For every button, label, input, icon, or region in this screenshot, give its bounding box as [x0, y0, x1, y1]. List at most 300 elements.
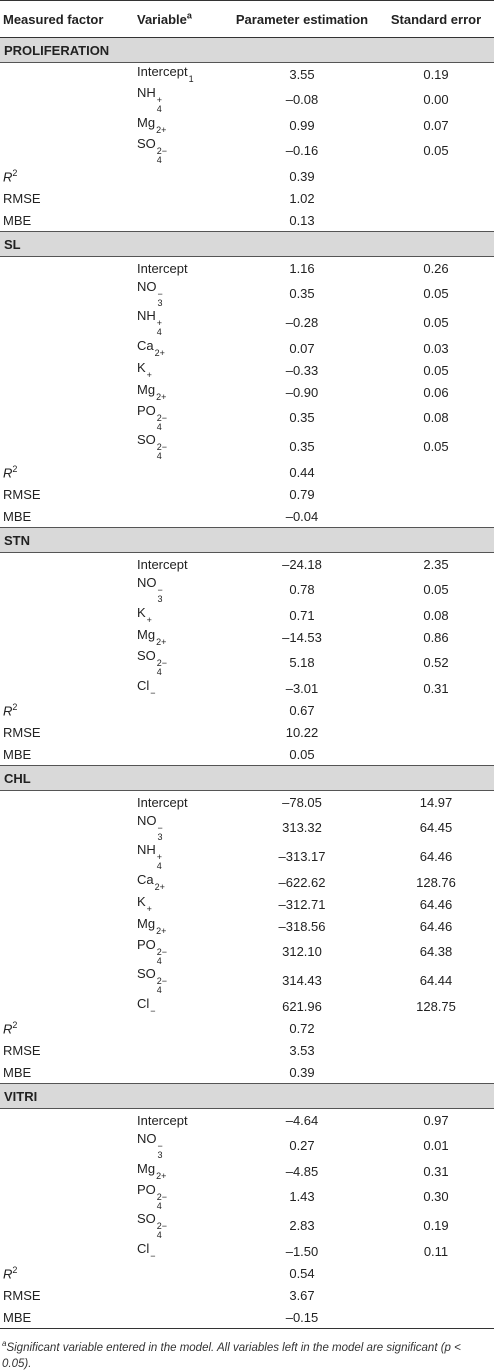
variable-cell	[134, 937, 226, 966]
table-body	[0, 38, 494, 1329]
factor-cell-empty	[0, 648, 134, 677]
variable-base: K	[137, 605, 146, 620]
variable-cell	[134, 995, 226, 1017]
variable-superscript: −	[157, 1141, 163, 1151]
standard-error-cell: 64.38	[419, 944, 453, 959]
parameter-estimate-cell: 1.16	[289, 260, 315, 276]
r2-row	[0, 461, 494, 483]
variable-subscript: 4	[156, 422, 162, 432]
variable-symbol	[137, 842, 162, 871]
table-row	[0, 871, 494, 893]
empty-cell	[378, 165, 494, 187]
variable-cell	[134, 604, 226, 626]
variable-scripts	[158, 290, 163, 308]
section-row	[0, 232, 494, 257]
standard-error-cell: 0.00	[423, 92, 449, 107]
standard-error-cell: 0.05	[423, 582, 449, 597]
factor-cell-empty	[0, 677, 134, 699]
rmse-label: RMSE	[3, 1042, 41, 1058]
mbe-value: –0.04	[285, 508, 319, 524]
variable-superscript: −	[150, 1006, 156, 1016]
variable-scripts	[158, 824, 163, 842]
standard-error-cell: 0.31	[423, 680, 449, 696]
mbe-label: MBE	[3, 212, 32, 228]
standard-error-cell: 64.46	[419, 849, 453, 864]
variable-superscript: −	[157, 289, 163, 299]
variable-scripts	[158, 1142, 163, 1160]
r2-letter: R	[3, 1021, 13, 1037]
empty-cell	[134, 1039, 226, 1061]
r2-label	[0, 699, 134, 721]
standard-error-cell: 64.45	[419, 820, 453, 835]
empty-cell	[134, 1061, 226, 1084]
section-title: STN	[0, 528, 494, 553]
variable-scripts	[157, 977, 167, 995]
variable-scripts	[156, 638, 166, 647]
parameter-estimate-cell: –78.05	[282, 794, 322, 810]
variable-cell	[134, 1211, 226, 1240]
variable-subscript: 4	[156, 1201, 162, 1211]
variable-symbol	[137, 605, 152, 625]
variable-base: NO	[137, 279, 157, 294]
parameter-estimate-cell: 0.35	[289, 286, 315, 301]
empty-cell	[378, 699, 494, 721]
variable-base: PO	[137, 403, 156, 418]
variable-scripts	[155, 349, 165, 358]
factor-cell-empty	[0, 937, 134, 966]
parameter-estimate-cell: 0.35	[289, 439, 315, 454]
variable-base: NO	[137, 813, 157, 828]
mbe-label: MBE	[3, 1309, 32, 1325]
parameter-estimate-cell: –24.18	[282, 556, 322, 572]
variable-symbol	[137, 1241, 156, 1261]
table-row	[0, 114, 494, 136]
variable-symbol	[137, 557, 188, 572]
variable-symbol	[137, 85, 162, 114]
parameter-estimate-cell: 0.27	[289, 1138, 315, 1153]
r2-value: 0.39	[289, 168, 315, 184]
variable-symbol	[137, 627, 166, 647]
table-footnote	[0, 1328, 494, 1372]
variable-base: Mg	[137, 1161, 156, 1176]
parameter-estimate-cell: –0.90	[285, 384, 319, 400]
table-row	[0, 85, 494, 114]
variable-symbol	[137, 937, 167, 966]
factor-cell-empty	[0, 337, 134, 359]
parameter-estimate-cell: –0.08	[285, 92, 319, 107]
variable-symbol	[137, 338, 165, 358]
variable-cell	[134, 575, 226, 604]
variable-superscript: +	[146, 370, 152, 380]
variable-cell	[134, 871, 226, 893]
variable-base: SO	[137, 432, 156, 447]
variable-subscript: 4	[156, 985, 162, 995]
variable-superscript: 2+	[156, 926, 167, 936]
table-row	[0, 1131, 494, 1160]
variable-base: PO	[137, 937, 156, 952]
parameter-estimate-cell: 312.10	[282, 944, 322, 959]
variable-subscript: 3	[157, 298, 163, 308]
variable-superscript: +	[146, 904, 152, 914]
variable-cell	[134, 85, 226, 114]
variable-superscript: 2+	[156, 392, 167, 402]
variable-scripts	[156, 927, 166, 936]
table-row	[0, 308, 494, 337]
factor-cell-empty	[0, 871, 134, 893]
parameter-estimate-cell: 5.18	[289, 655, 315, 670]
variable-superscript: +	[156, 318, 163, 328]
standard-error-cell: 0.86	[423, 629, 449, 645]
table-row	[0, 1160, 494, 1182]
r2-superscript: 2	[12, 463, 18, 474]
factor-cell-empty	[0, 995, 134, 1017]
table-row	[0, 813, 494, 842]
variable-symbol	[137, 360, 152, 380]
empty-cell	[378, 721, 494, 743]
variable-scripts	[189, 75, 194, 84]
empty-cell	[378, 1017, 494, 1039]
variable-subscript: 4	[156, 1230, 162, 1240]
r2-superscript: 2	[12, 701, 18, 712]
variable-symbol	[137, 308, 162, 337]
mbe-row	[0, 1061, 494, 1084]
footnote-text: Significant variable entered in the model. All variables left in the model are significant (p < 0.05).	[2, 1341, 461, 1370]
variable-scripts	[156, 126, 166, 135]
r2-value: 0.72	[289, 1020, 315, 1036]
table-row	[0, 842, 494, 871]
standard-error-cell: 0.05	[423, 143, 449, 158]
variable-scripts	[157, 659, 167, 677]
rmse-row	[0, 1039, 494, 1061]
standard-error-cell: 0.19	[423, 66, 449, 82]
variable-base: Intercept	[137, 260, 188, 276]
factor-cell-empty	[0, 432, 134, 461]
empty-cell	[134, 165, 226, 187]
empty-cell	[134, 1262, 226, 1284]
variable-symbol	[137, 1161, 166, 1181]
rmse-row	[0, 1284, 494, 1306]
variable-base: Mg	[137, 916, 156, 931]
r2-row	[0, 1262, 494, 1284]
table-row	[0, 604, 494, 626]
standard-error-cell: 0.31	[423, 1163, 449, 1179]
table-row	[0, 553, 494, 576]
variable-scripts	[147, 905, 152, 914]
variable-base: K	[137, 894, 146, 909]
table-row	[0, 63, 494, 86]
variable-scripts	[157, 96, 162, 114]
variable-cell	[134, 553, 226, 576]
variable-base: NH	[137, 308, 156, 323]
section-row	[0, 1084, 494, 1109]
factor-cell-empty	[0, 1109, 134, 1132]
variable-cell	[134, 337, 226, 359]
rmse-row	[0, 721, 494, 743]
factor-cell-empty	[0, 381, 134, 403]
variable-cell	[134, 279, 226, 308]
variable-base: Mg	[137, 115, 156, 130]
variable-symbol	[137, 678, 156, 698]
mbe-row	[0, 505, 494, 528]
factor-cell-empty	[0, 575, 134, 604]
variable-subscript: 4	[156, 956, 162, 966]
variable-superscript: 2−	[156, 1221, 168, 1231]
header-measured-factor: Measured factor	[0, 1, 134, 38]
factor-cell-empty	[0, 1160, 134, 1182]
variable-base: Cl	[137, 1241, 150, 1256]
header-variable-label: Variable	[137, 11, 187, 27]
factor-cell-empty	[0, 1240, 134, 1262]
section-row	[0, 528, 494, 553]
variable-scripts	[156, 1172, 166, 1181]
r2-letter: R	[3, 1266, 13, 1282]
rmse-label: RMSE	[3, 724, 41, 740]
variable-symbol	[137, 382, 166, 402]
variable-superscript: 2−	[156, 1192, 168, 1202]
r2-letter: R	[3, 169, 13, 185]
variable-scripts	[157, 443, 167, 461]
standard-error-cell: 0.26	[423, 260, 449, 276]
r2-value: 0.54	[289, 1265, 315, 1281]
table-row	[0, 626, 494, 648]
empty-cell	[378, 187, 494, 209]
rmse-value: 3.67	[289, 1287, 315, 1303]
mbe-row	[0, 209, 494, 232]
variable-superscript: −	[150, 688, 156, 698]
r2-value: 0.67	[289, 702, 315, 718]
variable-symbol	[137, 996, 156, 1016]
factor-cell-empty	[0, 1131, 134, 1160]
variable-subscript: 3	[157, 594, 163, 604]
variable-scripts	[157, 948, 167, 966]
factor-cell-empty	[0, 279, 134, 308]
variable-cell	[134, 1109, 226, 1132]
variable-cell	[134, 381, 226, 403]
parameter-estimate-cell: 1.43	[289, 1189, 315, 1204]
factor-cell-empty	[0, 966, 134, 995]
variable-superscript: −	[157, 585, 163, 595]
parameter-estimate-cell: –0.28	[285, 315, 319, 330]
variable-base: Mg	[137, 382, 156, 397]
header-parameter-estimation: Parameter estimation	[226, 1, 378, 38]
table-row	[0, 791, 494, 814]
header-standard-error: Standard error	[378, 1, 494, 38]
parameter-estimate-cell: –0.16	[285, 143, 319, 158]
variable-symbol	[137, 795, 188, 810]
empty-cell	[378, 1306, 494, 1328]
r2-row	[0, 699, 494, 721]
variable-scripts	[150, 689, 155, 698]
header-variable-footnote-marker: a	[186, 10, 192, 21]
variable-base: Cl	[137, 996, 150, 1011]
variable-base: Mg	[137, 627, 156, 642]
factor-cell-empty	[0, 626, 134, 648]
variable-base: K	[137, 360, 146, 375]
standard-error-cell: 0.07	[423, 117, 449, 133]
variable-cell	[134, 677, 226, 699]
variable-base: NO	[137, 575, 157, 590]
variable-cell	[134, 359, 226, 381]
variable-cell	[134, 791, 226, 814]
variable-symbol	[137, 966, 167, 995]
mbe-row	[0, 1306, 494, 1328]
variable-scripts	[150, 1007, 155, 1016]
variable-cell	[134, 966, 226, 995]
variable-cell	[134, 1160, 226, 1182]
parameter-estimate-cell: –14.53	[282, 629, 322, 645]
mbe-value: 0.39	[289, 1064, 315, 1080]
variable-base: Ca	[137, 872, 154, 887]
factor-cell-empty	[0, 915, 134, 937]
table-row	[0, 937, 494, 966]
parameter-estimate-cell: –313.17	[278, 849, 326, 864]
table-row	[0, 648, 494, 677]
factor-cell-empty	[0, 893, 134, 915]
standard-error-cell: 0.06	[423, 384, 449, 400]
variable-symbol	[137, 1182, 167, 1211]
r2-row	[0, 1017, 494, 1039]
empty-cell	[378, 1262, 494, 1284]
variable-base: SO	[137, 1211, 156, 1226]
r2-superscript: 2	[12, 1019, 18, 1030]
r2-label	[0, 165, 134, 187]
parameter-estimate-cell: 0.35	[289, 410, 315, 425]
variable-superscript: 2+	[156, 1171, 167, 1181]
variable-cell	[134, 308, 226, 337]
rmse-label: RMSE	[3, 1287, 41, 1303]
variable-symbol	[137, 136, 167, 165]
rmse-value: 3.53	[289, 1042, 315, 1058]
standard-error-cell: 14.97	[419, 794, 453, 810]
variable-base: Cl	[137, 678, 150, 693]
table-row	[0, 1182, 494, 1211]
variable-scripts	[157, 414, 167, 432]
variable-scripts	[157, 147, 167, 165]
standard-error-cell: 0.08	[423, 410, 449, 425]
parameter-estimate-cell: –1.50	[285, 1243, 319, 1259]
mbe-value: 0.13	[289, 212, 315, 228]
r2-letter: R	[3, 703, 13, 719]
variable-symbol	[137, 648, 167, 677]
standard-error-cell: 64.44	[419, 973, 453, 988]
parameter-estimate-cell: 621.96	[282, 998, 322, 1014]
table-row	[0, 359, 494, 381]
empty-cell	[378, 505, 494, 528]
table-row	[0, 1211, 494, 1240]
standard-error-cell: 0.11	[423, 1243, 449, 1259]
section-title: CHL	[0, 766, 494, 791]
variable-scripts	[157, 1222, 167, 1240]
table-row	[0, 966, 494, 995]
variable-superscript: 2−	[156, 146, 168, 156]
variable-superscript: +	[156, 95, 163, 105]
variable-scripts	[157, 1193, 167, 1211]
empty-cell	[378, 1039, 494, 1061]
empty-cell	[134, 483, 226, 505]
standard-error-cell: 64.46	[419, 918, 453, 934]
empty-cell	[134, 209, 226, 232]
variable-cell	[134, 626, 226, 648]
variable-symbol	[137, 279, 163, 308]
factor-cell-empty	[0, 1182, 134, 1211]
variable-superscript: 1	[188, 74, 194, 84]
r2-superscript: 2	[12, 167, 18, 178]
variable-cell	[134, 842, 226, 871]
table-row	[0, 279, 494, 308]
variable-superscript: 2+	[156, 125, 167, 135]
section-title: PROLIFERATION	[0, 38, 494, 63]
variable-symbol	[137, 432, 167, 461]
table-row	[0, 995, 494, 1017]
empty-cell	[134, 1017, 226, 1039]
mbe-value: 0.05	[289, 746, 315, 762]
standard-error-cell: 128.76	[416, 874, 456, 890]
r2-value: 0.44	[289, 464, 315, 480]
table-header	[0, 1, 494, 38]
standard-error-cell: 0.03	[423, 340, 449, 356]
variable-superscript: −	[157, 823, 163, 833]
factor-cell-empty	[0, 63, 134, 86]
parameter-estimate-cell: –622.62	[278, 874, 326, 890]
factor-cell-empty	[0, 813, 134, 842]
variable-cell	[134, 403, 226, 432]
variable-symbol	[137, 64, 194, 84]
parameter-estimate-cell: –318.56	[278, 918, 326, 934]
empty-cell	[378, 1061, 494, 1084]
variable-scripts	[157, 319, 162, 337]
variable-symbol	[137, 575, 163, 604]
variable-base: Intercept	[137, 64, 188, 79]
factor-cell-empty	[0, 553, 134, 576]
rmse-row	[0, 187, 494, 209]
variable-symbol	[137, 872, 165, 892]
variable-cell	[134, 114, 226, 136]
variable-superscript: 2+	[154, 348, 165, 358]
mbe-row	[0, 743, 494, 766]
parameter-estimate-cell: 0.07	[289, 340, 315, 356]
empty-cell	[134, 721, 226, 743]
standard-error-cell: 0.05	[423, 315, 449, 330]
variable-cell	[134, 1131, 226, 1160]
variable-subscript: 4	[156, 451, 162, 461]
factor-cell-empty	[0, 85, 134, 114]
variable-symbol	[137, 1131, 163, 1160]
variable-base: Intercept	[137, 556, 188, 572]
empty-cell	[134, 1306, 226, 1328]
factor-cell-empty	[0, 1211, 134, 1240]
variable-base: NH	[137, 842, 156, 857]
factor-cell-empty	[0, 257, 134, 280]
rmse-label: RMSE	[3, 486, 41, 502]
variable-base: SO	[137, 136, 156, 151]
table-row	[0, 337, 494, 359]
parameter-estimate-cell: –0.33	[285, 362, 319, 378]
table-row	[0, 915, 494, 937]
variable-symbol	[137, 403, 167, 432]
table-row	[0, 403, 494, 432]
standard-error-cell: 0.05	[423, 439, 449, 454]
factor-cell-empty	[0, 791, 134, 814]
empty-cell	[378, 209, 494, 232]
empty-cell	[134, 743, 226, 766]
mbe-label: MBE	[3, 508, 32, 524]
section-row	[0, 38, 494, 63]
rmse-value: 0.79	[289, 486, 315, 502]
variable-cell	[134, 1182, 226, 1211]
variable-cell	[134, 63, 226, 86]
empty-cell	[378, 483, 494, 505]
rmse-label: RMSE	[3, 190, 41, 206]
